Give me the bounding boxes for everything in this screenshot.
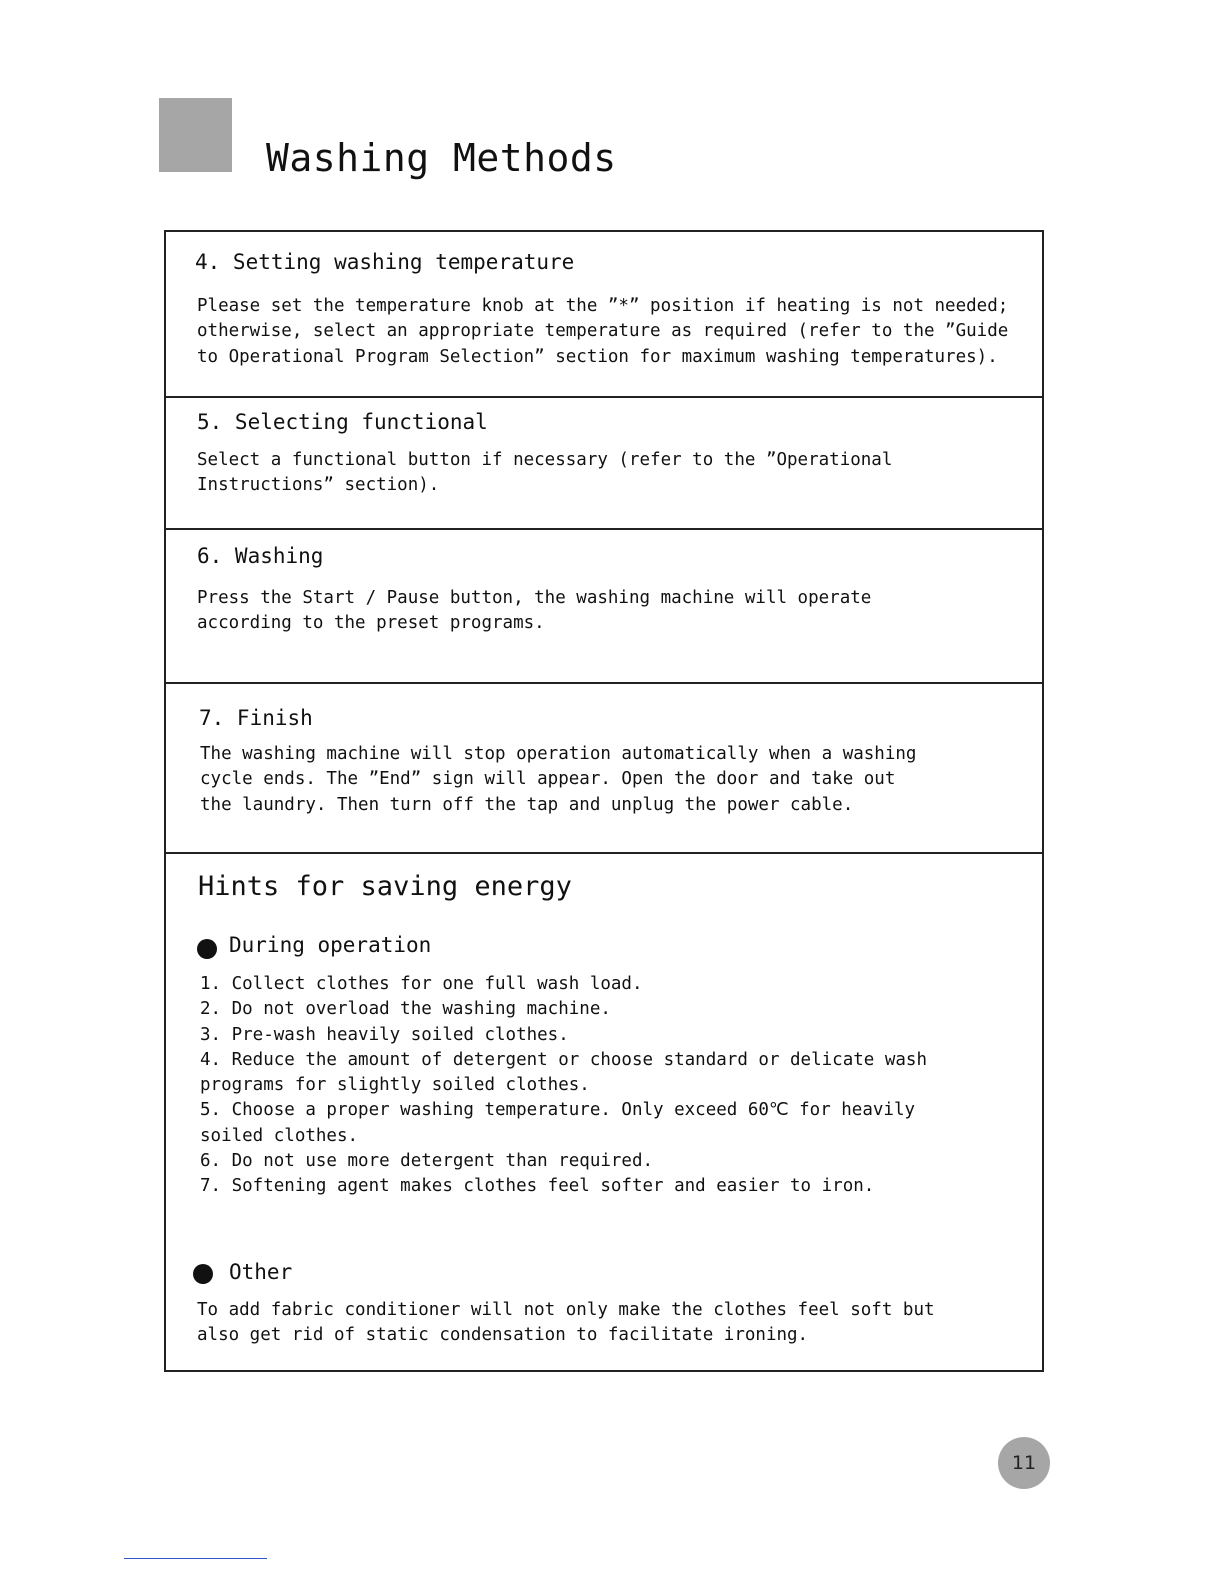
- energy-hints-list: [200, 972, 927, 1200]
- list-item: 7. Softening agent makes clothes feel softer and easier to iron.: [200, 1176, 875, 1197]
- page-number-badge: 11: [998, 1437, 1050, 1489]
- step-heading: 6. Washing: [197, 544, 324, 568]
- list-item: 2. Do not overload the washing machine.: [200, 999, 611, 1020]
- step-heading: 7. Finish: [199, 706, 313, 730]
- list-item: 6. Do not use more detergent than required.: [200, 1151, 654, 1172]
- title-marker-square: [159, 98, 232, 172]
- step-body: The washing machine will stop operation automatically when a washing cycle ends. The ˮEndˮ sign will appear. Open the door and take out the laundry. Then turn off the tap and unplug the power cable.: [200, 744, 917, 815]
- bullet-dot-icon: [193, 1264, 213, 1284]
- bullet-dot-icon: [197, 939, 217, 959]
- hints-title: Hints for saving energy: [198, 871, 572, 902]
- step-heading: 5. Selecting functional: [197, 410, 488, 434]
- during-operation-heading: During operation: [229, 933, 432, 957]
- content-frame: [164, 230, 1044, 1372]
- page-title: Washing Methods: [266, 136, 617, 180]
- step-body: Please set the temperature knob at the ˮ*ˮ position if heating is not needed; otherwise, select an appropriate temperature as required (refer to the ˮGuide to Operational Program Selectionˮ section for maximum washing temperatures).: [197, 296, 1009, 367]
- other-heading: Other: [229, 1260, 293, 1284]
- list-item: 5. Choose a proper washing temperature. Only exceed 60℃ for heavily soiled clothes.: [200, 1100, 916, 1146]
- step-section-temperature: [166, 232, 1042, 398]
- other-body: To add fabric conditioner will not only make the clothes feel soft but also get rid of static condensation to facilitate ironing.: [197, 1300, 935, 1346]
- list-item: 4. Reduce the amount of detergent or choose standard or delicate wash programs for slightly soiled clothes.: [200, 1049, 927, 1096]
- list-item: 3. Pre-wash heavily soiled clothes.: [200, 1024, 569, 1045]
- step-section-finish: [166, 684, 1042, 854]
- step-body: Select a functional button if necessary (refer to the ˮOperational Instructionsˮ section).: [197, 450, 893, 496]
- footer-divider: [124, 1558, 267, 1559]
- step-heading: 4. Setting washing temperature: [195, 250, 575, 274]
- list-item: 1. Collect clothes for one full wash load.: [200, 974, 643, 994]
- step-section-washing: [166, 530, 1042, 684]
- step-body: Press the Start / Pause button, the washing machine will operate according to the preset programs.: [197, 588, 872, 634]
- step-section-functional: [166, 398, 1042, 530]
